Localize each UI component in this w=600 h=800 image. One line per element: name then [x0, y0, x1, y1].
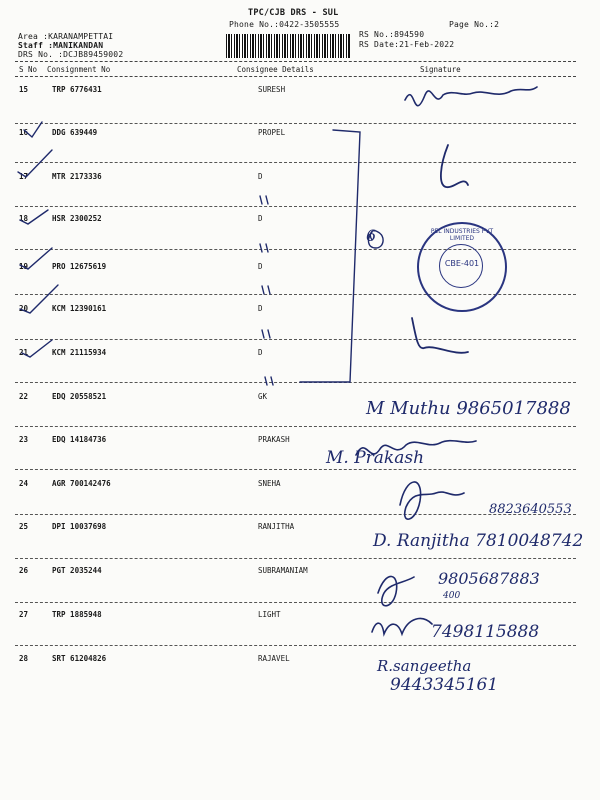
row-consignee: LIGHT [258, 610, 281, 619]
ditto-mark [265, 377, 273, 385]
row-consignment: EDQ 20558521 [52, 392, 107, 401]
row-consignee: D [258, 172, 263, 181]
phone-row-26: 9805687883 [438, 569, 540, 588]
row-consignment: DPI 10037698 [52, 522, 107, 531]
row-consignee: SURESH [258, 85, 286, 94]
row-consignment: KCM 12390161 [52, 304, 107, 313]
row-consignment: KCM 21115934 [52, 348, 107, 357]
row-consignee: D [258, 304, 263, 313]
signature-row-25: D. Ranjitha 7810048742 [373, 531, 584, 551]
phone-number: Phone No.:0422-3505555 [229, 20, 340, 29]
row-sno: 24 [19, 479, 29, 488]
row-sno: 26 [19, 566, 29, 575]
drs-number: DRS No. :DCJB89459002 [18, 50, 124, 59]
signature-row-23: M. Prakash [326, 448, 425, 468]
signature-scribble [372, 619, 432, 634]
signature-scribble [412, 318, 468, 353]
phone-row-24: 8823640553 [489, 502, 572, 517]
row-consignment: PGT 2035244 [52, 566, 102, 575]
row-consignee: D [258, 348, 263, 357]
row-consignment: PRO 12675619 [52, 262, 107, 271]
note-row-26: 400 [443, 591, 461, 601]
row-consignment: DDG 639449 [52, 128, 98, 137]
row-consignee: D [258, 214, 263, 223]
sheet-title: TPC/CJB DRS - SUL [248, 8, 339, 18]
area: Area :KARANAMPETTAI [18, 32, 114, 41]
row-sno: 28 [19, 654, 29, 663]
phone-row-27: 7498115888 [431, 622, 540, 642]
row-consignee: D [258, 262, 263, 271]
row-consignment: AGR 700142476 [52, 479, 111, 488]
row-consignee: PROPEL [258, 128, 286, 137]
ditto-mark [260, 196, 268, 204]
col-sno: S No [19, 65, 38, 74]
tick-mark [18, 150, 52, 177]
ditto-mark [262, 286, 270, 294]
rs-date: RS Date:21-Feb-2022 [359, 40, 455, 49]
row-consignee: SUBRAMANIAM [258, 566, 308, 575]
phone-row-28: 9443345161 [390, 675, 499, 695]
ditto-mark [260, 244, 268, 252]
signature-scribble [405, 87, 537, 106]
row-sno: 25 [19, 522, 29, 531]
col-consignment: Consignment No [47, 65, 111, 74]
signature-scribble [378, 576, 414, 605]
row-consignment: TRP 6776431 [52, 85, 102, 94]
tick-mark [20, 210, 48, 224]
row-sno: 22 [19, 392, 29, 401]
stamp-ring-text: PEL INDUSTRIES PVT LIMITED [430, 228, 494, 242]
row-consignee: RANJITHA [258, 522, 295, 531]
row-sno: 18 [19, 214, 29, 223]
row-consignee: PRAKASH [258, 435, 290, 444]
signature-scribble [441, 145, 468, 187]
handwritten-count: 6 [366, 226, 377, 245]
row-sno: 19 [19, 262, 29, 271]
staff: Staff :MANIKANDAN [18, 41, 104, 50]
signature-scribble [400, 482, 464, 519]
col-consignee: Consignee Details [237, 65, 314, 74]
row-sno: 15 [19, 85, 29, 94]
row-consignment: MTR 2173336 [52, 172, 102, 181]
company-stamp [417, 222, 507, 312]
tick-mark [24, 122, 42, 137]
row-sno: 23 [19, 435, 29, 444]
col-signature: Signature [420, 65, 461, 74]
row-sno: 17 [19, 172, 29, 181]
tick-mark [22, 340, 52, 357]
row-sno: 20 [19, 304, 29, 313]
row-sno: 16 [19, 128, 29, 137]
row-sno: 21 [19, 348, 29, 357]
bracket-line [300, 130, 360, 382]
row-consignee: RAJAVEL [258, 654, 290, 663]
row-consignee: GK [258, 392, 268, 401]
tick-mark [20, 248, 52, 269]
rs-number: RS No.:894590 [359, 30, 425, 39]
page-number: Page No.:2 [449, 20, 500, 29]
stamp-center-text: CBE-401 [444, 259, 480, 268]
row-consignment: HSR 2300252 [52, 214, 102, 223]
row-consignee: SNEHA [258, 479, 281, 488]
tick-mark [20, 285, 58, 313]
row-consignment: EDQ 14184736 [52, 435, 107, 444]
row-consignment: SRT 61204826 [52, 654, 107, 663]
signature-row-28: R.sangeetha [377, 657, 472, 675]
row-sno: 27 [19, 610, 29, 619]
signature-row-22: M Muthu 9865017888 [366, 398, 571, 419]
row-consignment: TRP 1885948 [52, 610, 102, 619]
ditto-mark [262, 330, 270, 338]
